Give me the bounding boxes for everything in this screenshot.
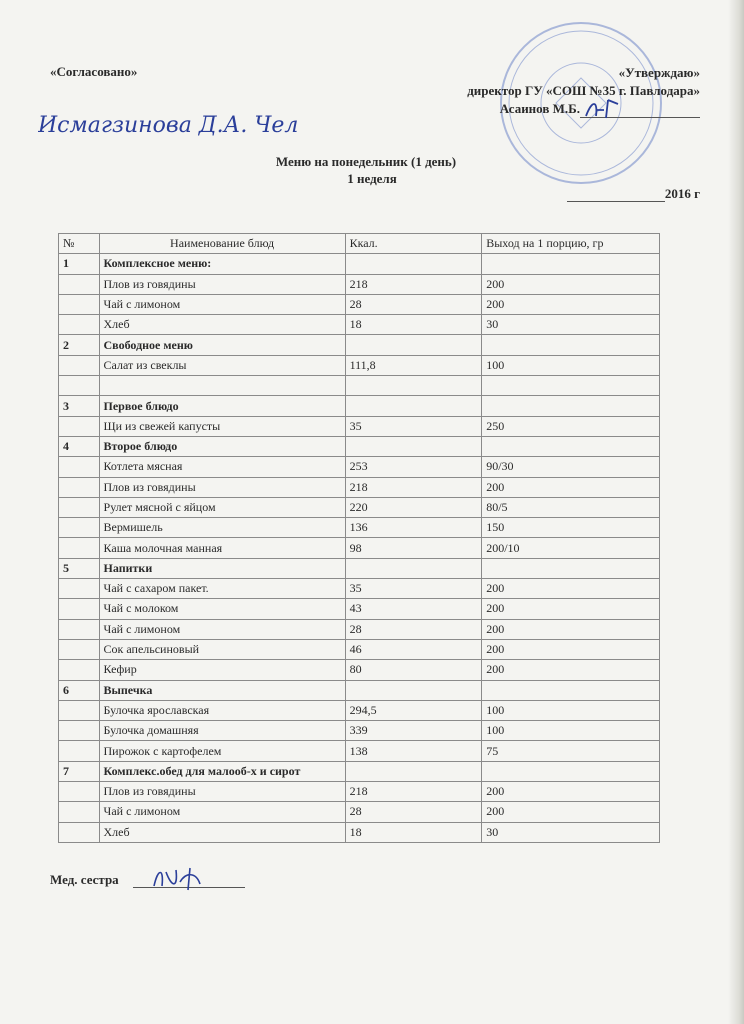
table-row (59, 315, 660, 335)
cell-portion: 100 (482, 355, 660, 375)
cell-kcal: 98 (345, 538, 482, 558)
table-row (59, 416, 660, 436)
cell-dish-name: Салат из свеклы (99, 355, 345, 375)
approved-label: «Утверждаю» (618, 65, 700, 80)
cell-dish-name: Вермишель (99, 518, 345, 538)
cell-number (59, 497, 100, 517)
table-row (59, 436, 660, 456)
cell-dish-name: Хлеб (99, 315, 345, 335)
cell-kcal (345, 558, 482, 578)
cell-kcal: 218 (345, 782, 482, 802)
cell-dish-name: Сок апельсиновый (99, 639, 345, 659)
cell-kcal: 18 (345, 822, 482, 842)
table-row (59, 599, 660, 619)
table-row (59, 355, 660, 375)
table-row (59, 822, 660, 842)
cell-kcal (345, 254, 482, 274)
cell-number: 6 (59, 680, 100, 700)
cell-portion (482, 436, 660, 456)
cell-dish-name: Котлета мясная (99, 457, 345, 477)
cell-kcal: 28 (345, 802, 482, 822)
cell-kcal: 111,8 (345, 355, 482, 375)
cell-number (59, 355, 100, 375)
cell-kcal (345, 436, 482, 456)
cell-portion (482, 680, 660, 700)
cell-dish-name: Чай с лимоном (99, 294, 345, 314)
cell-kcal: 220 (345, 497, 482, 517)
cell-kcal (345, 761, 482, 781)
cell-number (59, 518, 100, 538)
cell-kcal: 136 (345, 518, 482, 538)
cell-portion: 250 (482, 416, 660, 436)
cell-number (59, 700, 100, 720)
cell-dish-name: Булочка домашняя (99, 721, 345, 741)
cell-dish-name: Рулет мясной с яйцом (99, 497, 345, 517)
cell-kcal: 218 (345, 274, 482, 294)
cell-kcal: 80 (345, 660, 482, 680)
cell-kcal: 253 (345, 457, 482, 477)
cell-dish-name: Пирожок с картофелем (99, 741, 345, 761)
cell-portion: 100 (482, 721, 660, 741)
cell-kcal (345, 396, 482, 416)
date-blank (567, 189, 665, 202)
cell-portion (482, 335, 660, 355)
table-row (59, 376, 660, 396)
cell-number: 4 (59, 436, 100, 456)
table-row (59, 477, 660, 497)
menu-week: 1 неделя (347, 171, 397, 186)
cell-dish-name: Кефир (99, 660, 345, 680)
cell-portion: 200 (482, 619, 660, 639)
cell-dish-name: Комплексное меню: (99, 254, 345, 274)
cell-portion: 150 (482, 518, 660, 538)
table-row (59, 518, 660, 538)
table-row (59, 782, 660, 802)
table-body (59, 254, 660, 843)
table-row (59, 294, 660, 314)
cell-kcal: 46 (345, 639, 482, 659)
cell-dish-name: Щи из свежей капусты (99, 416, 345, 436)
cell-kcal: 35 (345, 579, 482, 599)
cell-dish-name: Плов из говядины (99, 782, 345, 802)
menu-table (58, 233, 660, 843)
col-number-header: № (59, 234, 100, 254)
table-row (59, 761, 660, 781)
cell-dish-name: Булочка ярославская (99, 700, 345, 720)
cell-number (59, 376, 100, 396)
cell-portion (482, 376, 660, 396)
cell-number: 5 (59, 558, 100, 578)
cell-number: 3 (59, 396, 100, 416)
cell-number (59, 315, 100, 335)
cell-dish-name: Выпечка (99, 680, 345, 700)
cell-dish-name: Чай с молоком (99, 599, 345, 619)
nurse-signature-line (50, 872, 245, 888)
cell-kcal: 294,5 (345, 700, 482, 720)
cell-dish-name: Комплекс.обед для малооб-х и сирот (99, 761, 345, 781)
table-row (59, 558, 660, 578)
cell-number (59, 599, 100, 619)
cell-number (59, 579, 100, 599)
cell-kcal: 35 (345, 416, 482, 436)
cell-dish-name: Первое блюдо (99, 396, 345, 416)
table-row (59, 802, 660, 822)
cell-portion: 75 (482, 741, 660, 761)
cell-number (59, 274, 100, 294)
nurse-signature (150, 862, 210, 892)
table-row (59, 680, 660, 700)
col-kcal-header: Ккал. (345, 234, 482, 254)
cell-number (59, 822, 100, 842)
cell-number: 1 (59, 254, 100, 274)
table-row (59, 639, 660, 659)
director-line: директор ГУ «СОШ №35 г. Павлодара» (467, 83, 700, 98)
cell-portion: 30 (482, 822, 660, 842)
table-row (59, 497, 660, 517)
cell-portion: 100 (482, 700, 660, 720)
cell-number (59, 639, 100, 659)
director-signature (582, 96, 622, 122)
table-row (59, 700, 660, 720)
cell-dish-name: Каша молочная манная (99, 538, 345, 558)
cell-dish-name: Чай с сахаром пакет. (99, 579, 345, 599)
cell-number (59, 782, 100, 802)
handwritten-signature-text: Исмагзинова Д.А. Чел (38, 113, 299, 138)
cell-number: 2 (59, 335, 100, 355)
table-row (59, 741, 660, 761)
cell-portion: 200 (482, 599, 660, 619)
cell-number (59, 660, 100, 680)
cell-dish-name: Плов из говядины (99, 477, 345, 497)
table-row (59, 335, 660, 355)
cell-number (59, 416, 100, 436)
scan-edge-shadow (728, 0, 744, 1024)
cell-number (59, 721, 100, 741)
cell-portion (482, 396, 660, 416)
table-row (59, 579, 660, 599)
cell-portion: 200 (482, 294, 660, 314)
cell-dish-name: Хлеб (99, 822, 345, 842)
table-row (59, 396, 660, 416)
cell-dish-name: Плов из говядины (99, 274, 345, 294)
cell-portion: 30 (482, 315, 660, 335)
cell-portion: 90/30 (482, 457, 660, 477)
menu-title: Меню на понедельник (1 день) (275, 154, 457, 169)
cell-kcal (345, 376, 482, 396)
col-dish-header: Наименование блюд (99, 234, 345, 254)
table-row (59, 254, 660, 274)
cell-kcal: 28 (345, 294, 482, 314)
handwritten-signature (38, 104, 328, 144)
cell-portion: 200/10 (482, 538, 660, 558)
cell-kcal (345, 680, 482, 700)
agreed-label: «Согласовано» (50, 64, 138, 79)
cell-portion: 200 (482, 660, 660, 680)
cell-kcal: 339 (345, 721, 482, 741)
director-name: Асаинов М.Б. (499, 101, 580, 116)
cell-kcal: 43 (345, 599, 482, 619)
cell-portion: 200 (482, 274, 660, 294)
cell-kcal: 18 (345, 315, 482, 335)
cell-dish-name (99, 376, 345, 396)
table-header-row (59, 234, 660, 254)
cell-portion: 200 (482, 802, 660, 822)
cell-number (59, 457, 100, 477)
table-row (59, 538, 660, 558)
cell-dish-name: Напитки (99, 558, 345, 578)
cell-portion: 200 (482, 477, 660, 497)
cell-number (59, 477, 100, 497)
table-row (59, 721, 660, 741)
table-row (59, 660, 660, 680)
cell-dish-name: Второе блюдо (99, 436, 345, 456)
cell-number (59, 294, 100, 314)
cell-portion: 200 (482, 782, 660, 802)
cell-number: 7 (59, 761, 100, 781)
col-portion-header: Выход на 1 порцию, гр (482, 234, 660, 254)
cell-dish-name: Чай с лимоном (99, 619, 345, 639)
cell-kcal: 218 (345, 477, 482, 497)
cell-portion (482, 254, 660, 274)
cell-portion (482, 558, 660, 578)
cell-number (59, 538, 100, 558)
date-line (567, 186, 700, 202)
cell-number (59, 619, 100, 639)
table-row (59, 457, 660, 477)
cell-kcal (345, 335, 482, 355)
cell-kcal: 28 (345, 619, 482, 639)
cell-portion: 80/5 (482, 497, 660, 517)
nurse-label: Мед. сестра (50, 872, 119, 887)
cell-dish-name: Свободное меню (99, 335, 345, 355)
cell-number (59, 802, 100, 822)
cell-dish-name: Чай с лимоном (99, 802, 345, 822)
date-year: 2016 г (664, 186, 700, 201)
table-row (59, 619, 660, 639)
cell-number (59, 741, 100, 761)
cell-portion: 200 (482, 579, 660, 599)
cell-kcal: 138 (345, 741, 482, 761)
cell-portion: 200 (482, 639, 660, 659)
cell-portion (482, 761, 660, 781)
table-row (59, 274, 660, 294)
